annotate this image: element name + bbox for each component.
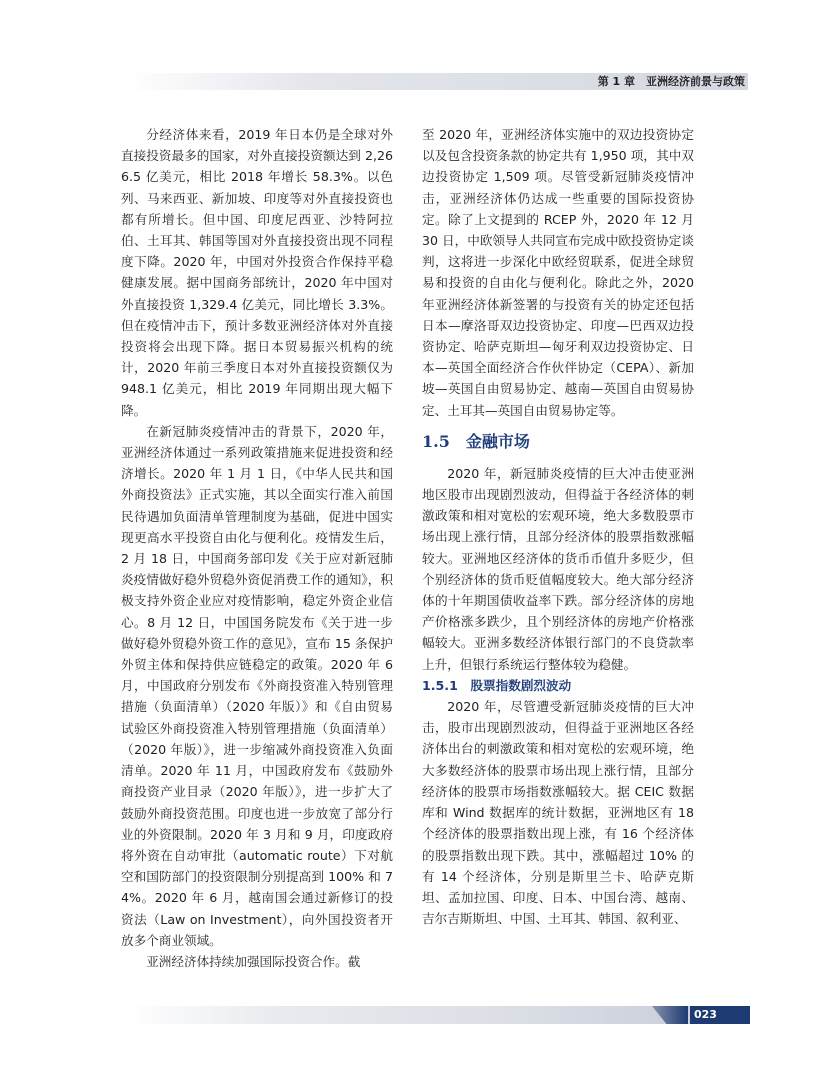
paragraph: 至 2020 年，亚洲经济体实施中的双边投资协定以及包含投资条款的协定共有 1,950 项，其中双边投资协定 1,509 项。尽管受新冠肺炎疫情冲击，亚洲经济体仍达成一些重要的国际投资协定。除了上文提到的 RCEP 外，2020 年 12 月 30 日，中欧领导人共同宣布完成中欧投资协定谈判，这将进一步深化中欧经贸联系，促进全球贸易和投资的自由化与便利化。除此之外，2020 年亚洲经济体新签署的与投资有关的协定还包括日本—摩洛哥双边投资协定、印度—巴西双边投资协定、哈萨克斯坦—匈牙利双边投资协定、日本—英国全面经济合作伙伴协定（CEPA）、新加坡—英国自由贸易协定、越南—英国自由贸易协定、土耳其—英国自由贸易协定等。 <box>422 127 694 418</box>
section-title: 1.5 金融市场 <box>422 431 530 451</box>
paragraph: 2020 年，新冠肺炎疫情的巨大冲击使亚洲地区股市出现剧烈波动，但得益于各经济体的刺激政策和相对宽松的宏观环境，绝大多数股票市场出现上涨行情，且部分经济体的股票指数涨幅较大。亚洲地区经济体的货币币值升多贬少，但个别经济体的货币贬值幅度较大。绝大部分经济体的十年期国债收益率下跌。部分经济体的房地产价格涨多跌少，且个别经济体的房地产价格涨幅较大。亚洲多数经济体银行部门的不良贷款率上升，但银行系统运行整体较为稳健。 <box>422 465 694 672</box>
running-header: 第 1 章 亚洲经济前景与政策 <box>597 75 745 88</box>
paragraph: 2020 年，尽管遭受新冠肺炎疫情的巨大冲击，股市出现剧烈波动，但得益于亚洲地区各经济体出台的刺激政策和相对宽松的宏观环境，绝大多数经济体的股票市场出现上涨行情，且部分经济体的股票市场指数涨幅较大。据 CEIC 数据库和 Wind 数据库的统计数据，亚洲地区有 18 个经济体的股票指数出现上涨，有 16 个经济体的股票指数出现下跌。其中，涨幅超过 10% 的有 14 个经济体，分别是斯里兰卡、哈萨克斯坦、孟加拉国、印度、日本、中国台湾、越南、吉尔吉斯斯坦、中国、土耳其、韩国、叙利亚、 <box>422 699 694 927</box>
paragraph: 亚洲经济体持续加强国际投资合作。截 <box>146 953 361 969</box>
paragraph: 在新冠肺炎疫情冲击的背景下，2020 年，亚洲经济体通过一系列政策措施来促进投资和经济增长。2020 年 1 月 1 日，《中华人民共和国外商投资法》正式实施，其以全面实行准入前国民待遇加负面清单管理制度为基础，促进中国实现更高水平投资自由化与便利化。疫情发生后，2 月 18 日，中国商务部印发《关于应对新冠肺炎疫情做好稳外贸稳外资促消费工作的通知》，积极支持外资企业应对疫情影响，稳定外资企业信心。8 月 12 日，中国国务院发布《关于进一步做好稳外贸稳外资工作的意见》，宣布 15 条保护外贸主体和保持供应链稳定的政策。2020 年 6 月，中国政府分别发布《外商投资准入特别管理措施（负面清单）（2020 年版）》和《自由贸易试验区外商投资准入特别管理措施（负面清单）（2020 年版）》，进一步缩减外商投资准入负面清单。2020 年 11 月，中国政府发布《鼓励外商投资产业目录（2020 年版）》，进一步扩大了鼓励外商投资范围。印度也进一步放宽了部分行业的外资限制。2020 年 3 月和 9 月，印度政府将外资在自动审批（automatic route）下对航空和国防部门的投资限制分别提高到 100% 和 74%。2020 年 6 月，越南国会通过新修订的投资法（Law on Investment），向外国投资者开放多个商业领域。 <box>121 423 393 948</box>
subsection-title: 1.5.1 股票指数剧烈波动 <box>422 677 572 693</box>
paragraph: 分经济体来看，2019 年日本仍是全球对外直接投资最多的国家，对外直接投资额达到 2,266.5 亿美元，相比 2018 年增长 58.3%。以色列、马来西亚、新加坡、印度等对外直接投资也都有所增长。但中国、印度尼西亚、沙特阿拉伯、土耳其、韩国等国对外直接投资出现不同程度下降。2020 年，中国对外投资合作保持平稳健康发展。据中国商务部统计，2020 年中国对外直接投资 1,329.4 亿美元，同比增长 3.3%。但在疫情冲击下，预计多数亚洲经济体对外直接投资将会出现下降。据日本贸易振兴机构的统计，2020 年前三季度日本对外直接投资额仅为 948.1 亿美元，相比 2019 年同期出现大幅下降。 <box>121 127 393 418</box>
right-column <box>422 124 694 929</box>
page-number: 023 <box>690 1006 750 1024</box>
left-column <box>121 124 393 972</box>
